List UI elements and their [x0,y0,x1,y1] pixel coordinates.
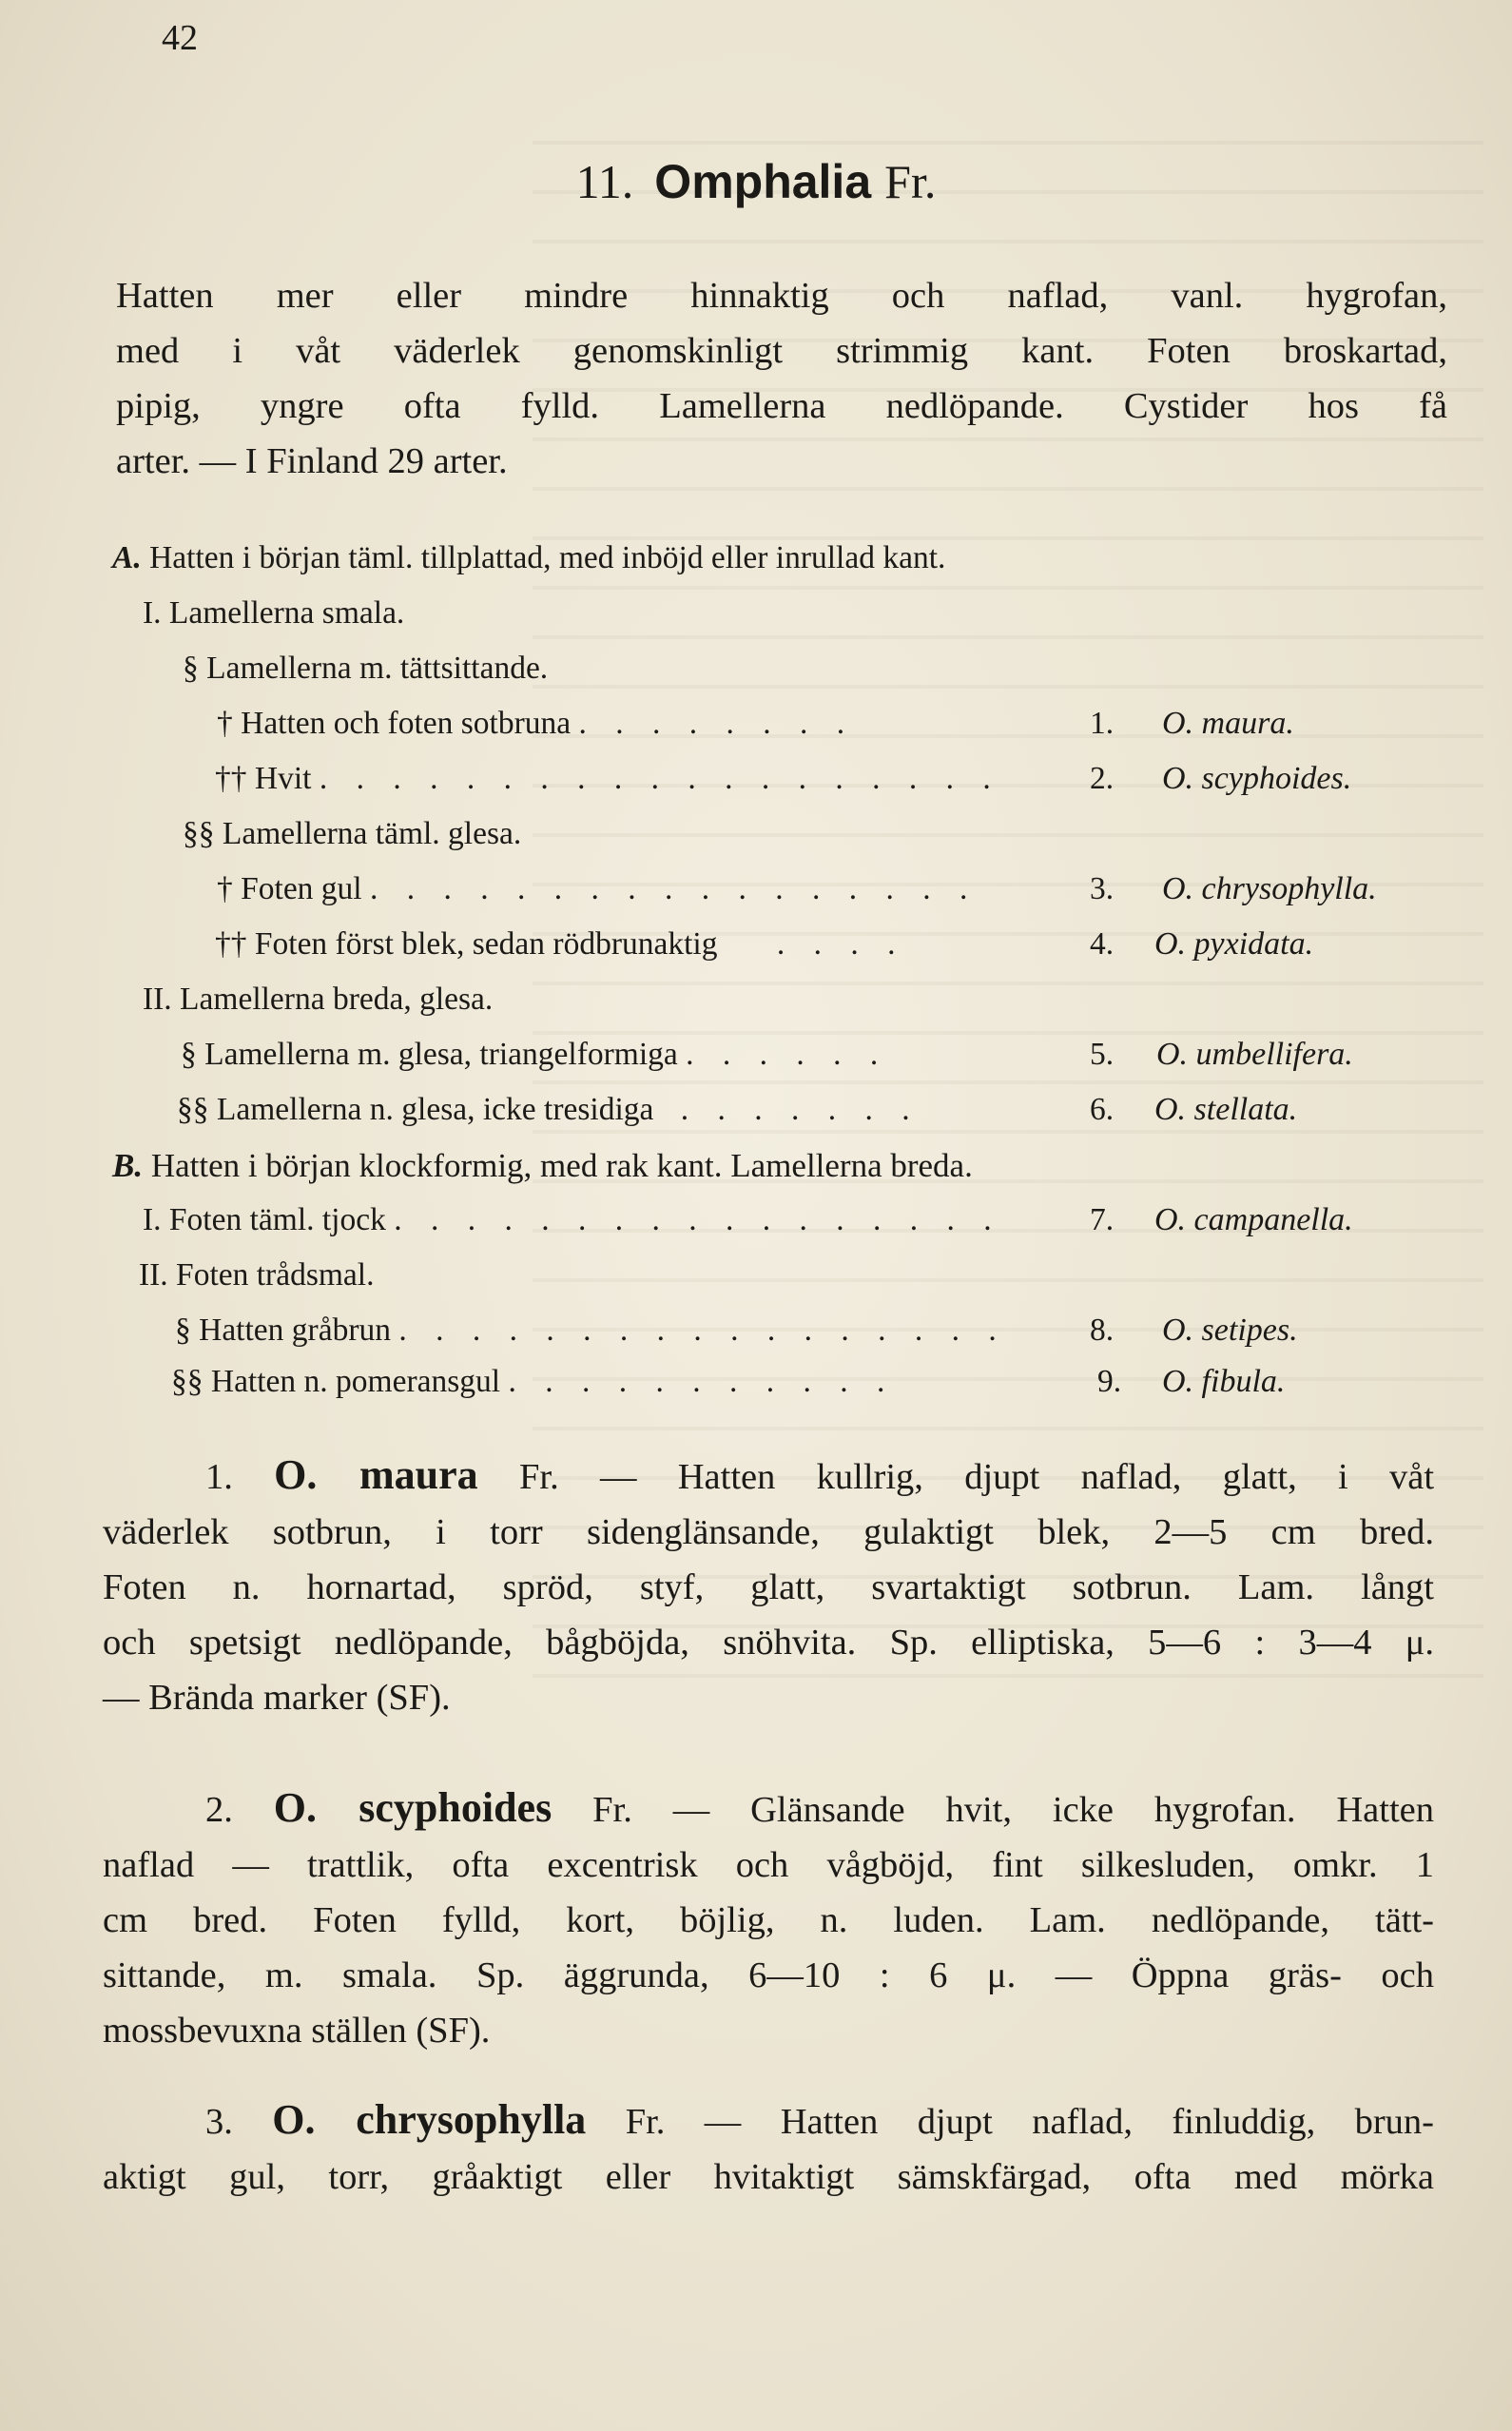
key-letter-a: A. [112,540,142,575]
entry-line: cm bred. Foten fylld, kort, böjlig, n. luden. Lam. nedlöpande, tätt- [103,1900,1434,1940]
page-number: 42 [162,18,198,58]
key-row-7 [143,1202,1002,1238]
entry-line: — Brända marker (SF). [103,1678,451,1718]
key-row-number: 2. [1090,761,1115,796]
key-species-name: O. chrysophylla. [1162,871,1377,906]
section-number: 11. [575,155,634,208]
key-row-label: † Foten gul [217,871,362,906]
species-entry-1 [103,1448,1434,1725]
leader-dots: . . . . . . . . . . . . . . . . . [398,1313,1007,1348]
key-species-name: O. pyxidata. [1154,926,1314,962]
entry-line: mossbevuxna ställen (SF). [103,2011,491,2051]
key-row-label: † Hatten och foten sotbruna [217,706,572,741]
key-heading-b-text: Hatten i början klockformig, med rak kant. Lamellerna breda. [150,1147,973,1184]
entry-species-name: O. scyphoides [273,1784,552,1831]
entry-number: 3. [205,2102,233,2142]
key-row-3 [217,871,978,907]
entry-first-line [103,1448,1434,1505]
entry-line: väderlek sotbrun, i torr sidenglänsande, gulaktigt blek, 2—5 cm bred. [103,1512,1434,1552]
key-species-name: O. maura. [1162,706,1294,741]
key-species-name: O. fibula. [1162,1364,1286,1399]
key-row-2 [215,761,1001,797]
species-entry-3 [103,2092,1434,2205]
key-species-name: O. umbellifera. [1156,1037,1353,1072]
key-species-name: O. setipes. [1162,1313,1298,1348]
key-species-name: O. scyphoides. [1162,761,1352,796]
key-row-number: 7. [1090,1202,1115,1237]
genus-author: Fr. [884,155,937,208]
entry-first-line [103,2092,1434,2149]
entry-line: naflad — trattlik, ofta excentrisk och vågböjd, fint silkesluden, omkr. 1 [103,1845,1434,1885]
key-row-label: §§ Hatten n. pomeransgul [171,1364,501,1399]
leader-dots: . . . . [776,926,906,962]
key-row-4 [215,926,905,963]
entry-number: 1. [205,1457,233,1497]
key-group-ii: II. Lamellerna breda, glesa. [143,982,494,1017]
leader-dots: . . . . . . . . . . . . . . . . . . . [319,761,1001,796]
key-species-name: O. stellata. [1154,1092,1298,1127]
key-row-label: § Hatten gråbrun [175,1313,391,1348]
entry-species-name: O. maura [274,1451,478,1498]
key-heading-a [112,540,945,576]
leader-dots: . . . . . . . . . . . [508,1364,896,1399]
key-subgroup: § Lamellerna m. tättsittande. [183,651,549,686]
description-line: arter. — I Finland 29 arter. [116,441,508,481]
key-row-number: 4. [1090,926,1115,962]
key-row-label: §§ Lamellerna n. glesa, icke tresidiga [177,1092,654,1127]
key-heading-a-text: Hatten i början täml. tillplattad, med inböjd eller inrullad kant. [149,540,946,575]
genus-name: Omphalia [654,155,872,208]
leader-dots: . . . . . . . . [578,706,856,741]
key-row-label: †† Foten först blek, sedan rödbrunaktig [215,926,718,962]
leader-dots: . . . . . . . . . . . . . . . . . [370,871,979,906]
key-row-number: 5. [1090,1037,1115,1072]
key-group-i: I. Lamellerna smala. [143,595,405,631]
key-row-6 [177,1092,921,1128]
key-row-number: 3. [1090,871,1115,906]
entry-first-line [103,1780,1434,1838]
key-row-8 [175,1313,1007,1349]
key-row-1 [217,706,855,742]
key-row-number: 8. [1090,1313,1115,1348]
species-entry-2 [103,1780,1434,2058]
entry-text: Fr. — Glänsande hvit, icke hygrofan. Hatten [592,1790,1435,1830]
description-line: Hatten mer eller mindre hinnaktig och naflad, vanl. hygrofan, [116,276,1447,316]
key-subgroup: §§ Lamellerna täml. glesa. [183,816,522,851]
key-row-number: 9. [1097,1364,1122,1399]
entry-text: Fr. — Hatten djupt naflad, finluddig, brun- [625,2102,1434,2142]
key-row-9 [171,1364,895,1400]
entry-species-name: O. chrysophylla [272,2096,587,2143]
key-group-ii-b: II. Foten trådsmal. [139,1257,375,1293]
leader-dots: . . . . . . . [680,1092,921,1127]
entry-number: 2. [205,1790,233,1830]
key-row-5 [181,1037,888,1073]
key-row-label: § Lamellerna m. glesa, triangelformiga [181,1037,678,1072]
entry-line: Foten n. hornartad, spröd, styf, glatt, svartaktigt sotbrun. Lam. långt [103,1567,1434,1607]
leader-dots: . . . . . . [686,1037,889,1072]
key-species-name: O. campanella. [1154,1202,1353,1237]
entry-line: sittande, m. smala. Sp. äggrunda, 6—10 : 6 μ. — Öppna gräs- och [103,1955,1434,1995]
entry-line: och spetsigt nedlöpande, bågböjda, snöhvita. Sp. elliptiska, 5—6 : 3—4 μ. [103,1623,1434,1663]
description-line: med i våt väderlek genomskinligt strimmig kant. Foten broskartad, [116,331,1447,371]
key-letter-b: B. [112,1147,144,1184]
leader-dots: . . . . . . . . . . . . . . . . . [394,1202,1002,1237]
entry-line: aktigt gul, torr, gråaktigt eller hvitaktigt sämskfärgad, ofta med mörka [103,2157,1434,2197]
entry-text: Fr. — Hatten kullrig, djupt naflad, glatt, i våt [518,1457,1435,1497]
key-row-number: 6. [1090,1092,1115,1127]
key-row-label: I. Foten täml. tjock [143,1202,386,1237]
key-row-number: 1. [1090,706,1115,741]
key-heading-b [112,1147,973,1185]
key-row-label: †† Hvit [215,761,312,796]
description-line: pipig, yngre ofta fylld. Lamellerna nedlöpande. Cystider hos få [116,386,1447,426]
